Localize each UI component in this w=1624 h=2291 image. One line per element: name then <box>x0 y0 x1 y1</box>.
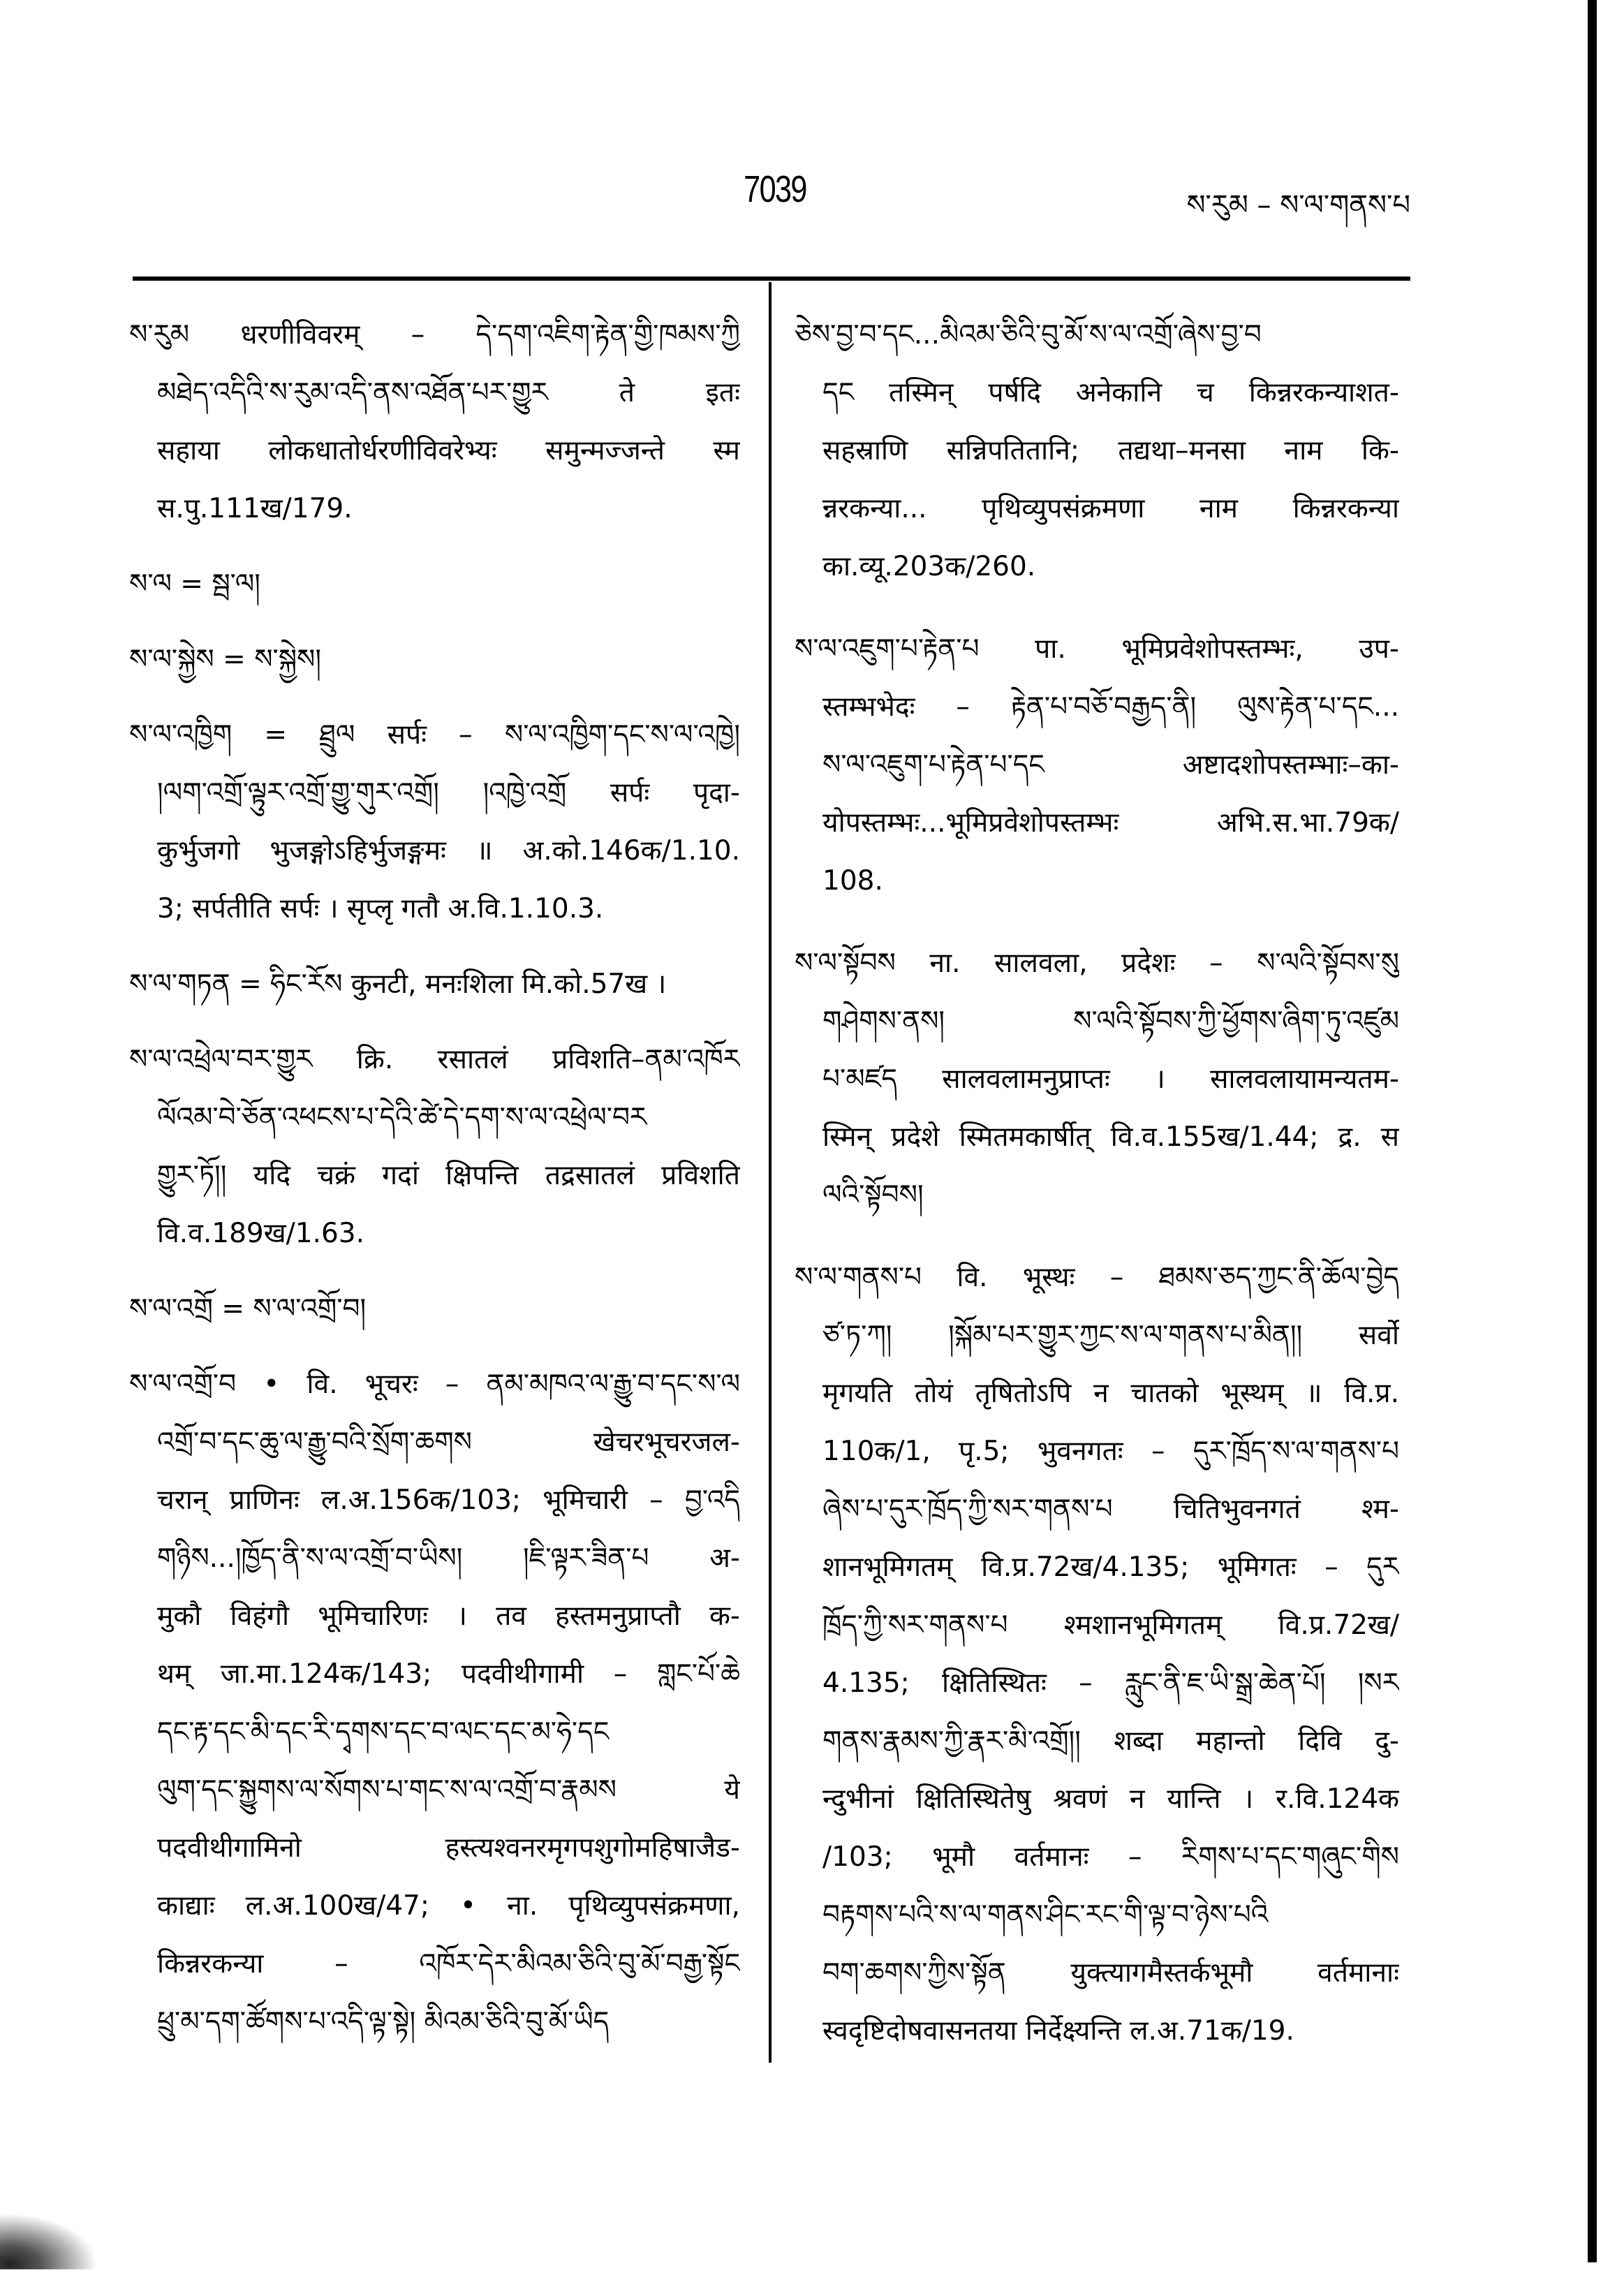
entry-headword-line: ས་རུམ धरणीविवरम् – དེ་དག་འཇིག་རྟེན་གྱི་ཁམས་ཀྱི <box>129 319 740 351</box>
entry-text-line: /103; भूमौ वर्तमानः – རིགས་པ་དང་གཞུང་གིས <box>822 1841 1399 1873</box>
entry-text-line: དང་རྟ་དང་མི་དང་རི་དྭགས་དང་བ་ལང་དང་མ་ཧེ་དང <box>157 1716 610 1748</box>
entry-text-line: འགྲོ་བ་དང་ཆུ་ལ་རྒྱུ་བའི་སྲོག་ཆགས खेचरभूचरजल- <box>157 1427 740 1458</box>
entry-text-line: किन्नरकन्या – འཁོར་དེར་མིའམ་ཅིའི་བུ་མོ་བརྒྱ་སྟོང <box>157 1948 740 1980</box>
dictionary-entry <box>129 555 740 613</box>
entry-text-line: 110क/1, पृ.5; भुवनगतः – དུར་ཁྲོད་ས་ལ་གནས་པ <box>822 1436 1399 1467</box>
dictionary-entry <box>129 706 740 938</box>
entry-headword-line: ས་ལ་སྐྱེས = ས་སྐྱེས། <box>129 644 322 675</box>
entry-text-line: བག་ཆགས་ཀྱིས་སྟོན युक्त्यागमैस्तर्कभूमौ वर्तमानाः <box>822 1957 1399 1989</box>
entry-text-line: གནས་རྣམས་ཀྱི་རྣར་མི་འགྲོ།། शब्दा महान्तो दिवि दु- <box>822 1725 1399 1757</box>
dictionary-entry <box>795 306 1399 596</box>
entry-headword-line: ས་ལ་འགྲོ = ས་ལ་འགྲོ་བ། <box>129 1293 367 1325</box>
entry-text-line: ཞེས་པ་དུར་ཁྲོད་ཀྱི་སར་གནས་པ चितिभुवनगतं श्म- <box>822 1494 1399 1525</box>
entry-text-line: ས་ལ་འཇུག་པ་རྟེན་པ་དང अष्टादशोपस्तम्भाः–का- <box>822 749 1399 781</box>
entry-text-line: མཐེད་འདིའི་ས་རུམ་འདི་ནས་འཐོན་པར་གྱུར ते इतः <box>157 377 740 408</box>
entry-text-line: स्मिन् प्रदेशे स्मितमकार्षीत् वि.व.155ख/1.44; द्र. स <box>822 1121 1399 1153</box>
dictionary-entry <box>129 1280 740 1338</box>
dictionary-entry <box>795 934 1399 1224</box>
entry-text-line: का.व्यू.203क/260. <box>822 551 1036 582</box>
entry-headword-line: ས་ལ་གནས་པ वि. भूस्थः – ཐམས་ཅད་ཀྱང་ནི་ཆོལ་བྱེད <box>795 1262 1399 1293</box>
entry-text-line: स.पु.111ख/179. <box>157 493 353 524</box>
dictionary-entry <box>129 1031 740 1262</box>
page-number: 7039 <box>744 168 806 210</box>
entry-text-line: 4.135; क्षितिस्थितः – རླུང་ནི་ཇ་ཡི་སྒྲ་ཆེན་པོ། །སར <box>822 1667 1399 1699</box>
entry-headword-line: ཅེས་བྱ་བ་དང...མིའམ་ཅིའི་བུ་མོ་ས་ལ་འགྲོ་ཞེས་བྱ་བ <box>795 319 1262 351</box>
entry-text-line: གཤེགས་ནས། ས་ལའི་སྟོབས་ཀྱི་ཕྱོགས་ཞིག་ཏུ་འཛུམ <box>822 1005 1399 1037</box>
entry-text-line: सहाया लोकधातोर्धरणीविवरेभ्यः समुन्मज्जन्ते स्म <box>157 435 740 466</box>
entry-text-line: ཕྲུ་མ་དག་ཚོགས་པ་འདི་ལྟ་སྟེ། མིའམ་ཅིའི་བུ་མོ་ཡིད <box>157 2006 610 2038</box>
entry-text-line: कुर्भुजगो भुजङ्गोऽहिर्भुजङ्गमः ॥ अ.को.146क/1.10. <box>157 835 740 867</box>
entry-text-line: པ་མཛད सालवलामनुप्राप्तः । सालवलायामन्यतम- <box>822 1063 1399 1095</box>
entry-text-line: थम् जा.मा.124क/143; पदवीथीगामी – གླང་པོ་ཆེ <box>157 1658 740 1690</box>
dictionary-entry <box>129 306 740 538</box>
entry-headword-line: ས་ལ་འཕྲེལ་བར་གྱུར क्रि. रसातलं प्रविशति–ནམ་འཁོར <box>129 1044 740 1075</box>
running-head: ས་རུམ – ས་ལ་གནས་པ <box>1186 189 1410 221</box>
entry-text-line: ཙ་ཏ་ཀ། །སྐོམ་པར་གྱུར་ཀྱང་ས་ལ་གནས་པ་མིན།། सर्वो <box>822 1320 1399 1351</box>
left-column <box>129 306 740 2051</box>
entry-headword-line: ས་ལ་གཏན = ཧིང་རོས कुनटी, मनःशिला मि.को.57ख । <box>129 968 667 1000</box>
entry-text-line: གྱུར་ཏོ།། यदि चक्रं गदां क्षिपन्ति तद्रसातलं प्रविशति <box>157 1160 740 1191</box>
right-column <box>795 306 1399 2060</box>
entry-text-line: मुकौ विहंगौ भूमिचारिणः । तव हस्तमनुप्राप्तौ क- <box>157 1600 740 1632</box>
entry-headword-line: ས་ལ = སྦ་ལ། <box>129 568 260 600</box>
entry-text-line: ལུག་དང་སྐྱུགས་ལ་སོགས་པ་གང་ས་ལ་འགྲོ་བ་རྣམས ये <box>157 1774 740 1806</box>
entry-text-line: བརྟགས་པའི་ས་ལ་གནས་ཤིང་རང་གི་ལྟ་བ་ཉེས་པའི <box>822 1899 1269 1931</box>
entry-text-line: ལའི་སྟོབས། <box>822 1179 924 1211</box>
entry-text-line: स्तम्भभेदः – རྟེན་པ་བཅོ་བརྒྱད་ནི། ལུས་རྟེན་པ་དང... <box>822 691 1399 723</box>
entry-headword-line: ས་ལ་འཇུག་པ་རྟེན་པ पा. भूमिप्रवेशोपस्तम्भः, उप- <box>795 633 1399 665</box>
dictionary-entry <box>795 620 1399 910</box>
entry-text-line: शानभूमिगतम् वि.प्र.72ख/4.135; भूमिगतः – དུར <box>822 1552 1399 1583</box>
entry-text-line: དང तस्मिन् पर्षदि अनेकानि च किन्नरकन्याशत- <box>822 377 1399 408</box>
entry-text-line: न्नरकन्या... पृथिव्युपसंक्रमणा नाम किन्नरकन्या <box>822 493 1399 524</box>
entry-headword-line: ས་ལ་འཁྱིག = ཐྲུལ सर्पः – ས་ལ་འཁྱིག་དང་ས་ལ་འཁྱེ། <box>129 719 740 751</box>
entry-text-line: पदवीथीगामिनो हस्त्यश्वनरमृगपशुगोमहिषाजैड- <box>157 1832 740 1864</box>
entry-text-line: वि.व.189ख/1.63. <box>157 1218 364 1249</box>
entry-text-line: काद्याः ल.अ.100ख/47; • ना. पृथिव्युपसंक्रमणा, <box>157 1890 740 1922</box>
entry-text-line: །ལག་འགྲོ་ལྟུར་འགྲོ་གྱུ་གུར་འགྲོ། །འཁྱེ་འགྲོ सर्पः पृदा- <box>157 777 740 809</box>
column-divider <box>769 282 772 2063</box>
entry-text-line: चरान् प्राणिनः ल.अ.156क/103; भूमिचारी – བྱ་འདི <box>157 1485 740 1516</box>
entry-text-line: ཁྲོད་ཀྱི་སར་གནས་པ श्मशानभूमिगतम् वि.प्र.72ख/ <box>822 1609 1399 1641</box>
scan-smudge <box>0 2213 98 2269</box>
entry-text-line: न्दुभीनां क्षितिस्थितेषु श्रवणं न यान्ति । र.वि.124क <box>822 1783 1399 1815</box>
entry-text-line: स्वदृष्टिदोषवासनतया निर्देक्ष्यन्ति ल.अ.71क/19. <box>822 2015 1294 2047</box>
dictionary-entry <box>795 1248 1399 2060</box>
header-rule <box>133 277 1410 281</box>
entry-text-line: གཉིས...།ཁྱོད་ནི་ས་ལ་འགྲོ་བ་ཡིས། །ཇི་ལྟར་ཟིན་པ अ- <box>157 1542 740 1574</box>
entry-headword-line: ས་ལ་འགྲོ་བ • वि. भूचरः – ནམ་མཁའ་ལ་རྒྱུ་བ་དང་ས་ལ <box>129 1369 740 1400</box>
entry-text-line: मृगयति तोयं तृषितोऽपि न चातको भूस्थम् ॥ वि.प्र. <box>822 1378 1399 1409</box>
entry-text-line: सहस्राणि सन्निपतितानि; तद्यथा–मनसा नाम कि- <box>822 435 1399 466</box>
entry-headword-line: ས་ལ་སྟོབས ना. सालवला, प्रदेशः – ས་ལའི་སྟོབས་སུ <box>795 948 1399 979</box>
dictionary-entry <box>129 631 740 688</box>
entry-text-line: ལོའམ་བེ་ཅོན་འཕངས་པ་དེའི་ཚེ་དེ་དག་ས་ལ་འཕྲེལ་བར <box>157 1102 647 1133</box>
entry-text-line: 108. <box>822 865 883 897</box>
entry-text-line: योपस्तम्भः...भूमिप्रवेशोपस्तम्भः अभि.स.भा.79क/ <box>822 807 1399 839</box>
dictionary-entry <box>129 955 740 1013</box>
dictionary-entry <box>129 1355 740 2051</box>
entry-text-line: 3; सर्पतीति सर्पः । सृप्लृ गतौ अ.वि.1.10.3. <box>157 893 604 924</box>
scan-edge-border <box>1588 0 1597 2262</box>
